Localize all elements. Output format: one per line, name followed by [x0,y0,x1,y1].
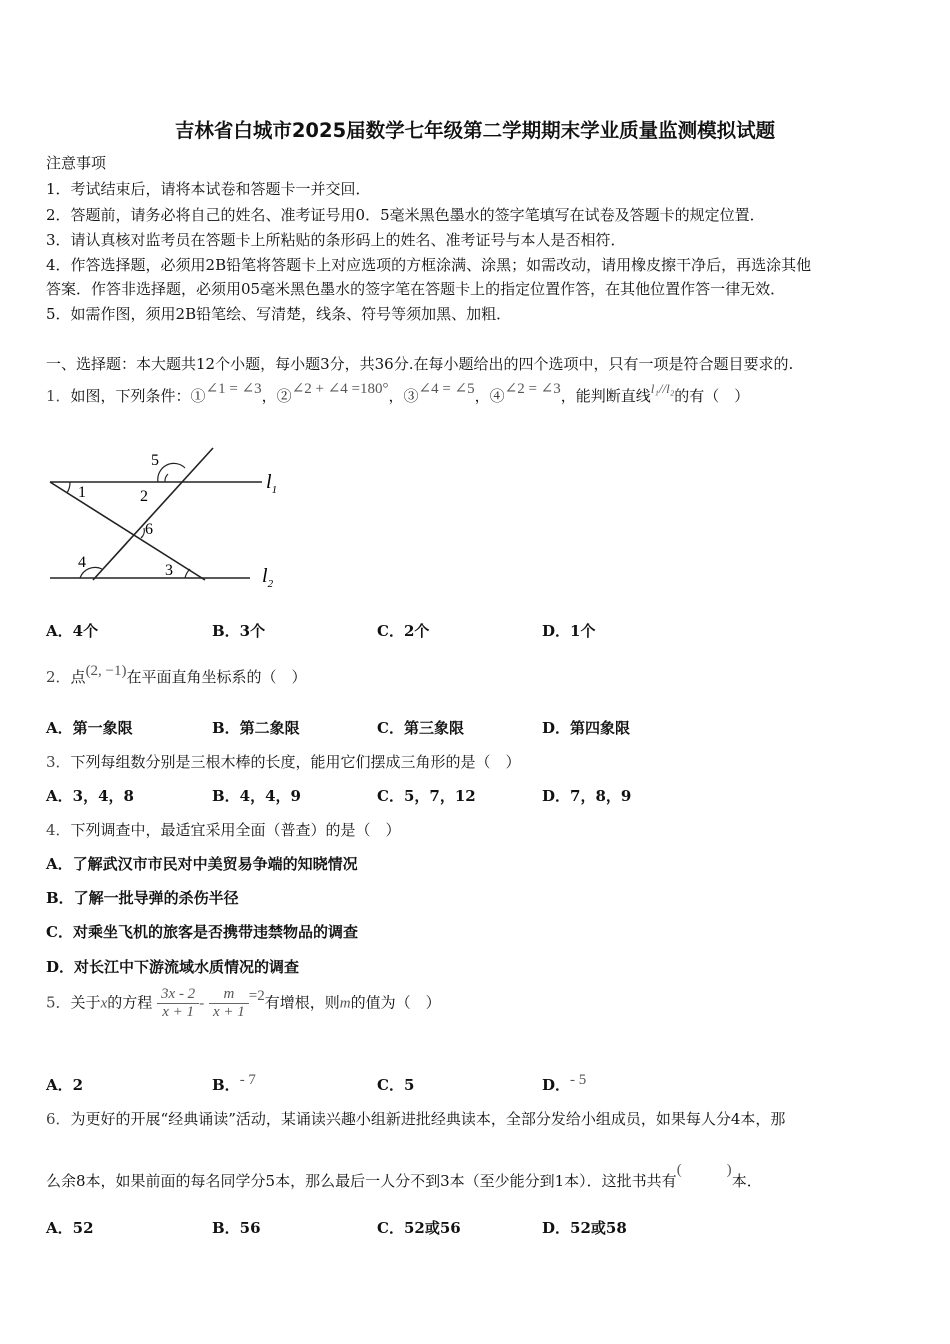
q5-equals: =2 [248,987,265,1004]
option-d[interactable]: D．1个 [542,622,596,640]
q6-text: 本． [731,1172,762,1190]
q6-text: 么余8本，如果前面的每名同学分5本，那么最后一人分不到3本（至少能分到1本）．这批书共有 [46,1172,677,1190]
angle-arc [141,528,144,538]
option-c[interactable]: C．5，7，12 [377,787,476,805]
q6-text: 为更好的开展“经典诵读”活动，某诵读兴趣小组新进批经典读本，全部分发给小组成员，如果每人分4本，那 [70,1110,786,1128]
q1-text: ，④ [474,387,505,405]
q1-cond-3: ∠4 = ∠5 [418,381,475,397]
section-heading: 一、选择题：本大题共12个小题，每小题3分，共36分.在每小题给出的四个选项中，只有一项是符合题目要求的. [46,355,794,373]
question-3 [46,751,521,772]
notice-item: 5．如需作图，须用2B铅笔绘、写清楚，线条、符号等须加黑、加粗． [46,305,512,323]
option-c[interactable]: C．对乘坐飞机的旅客是否携带违禁物品的调查 [46,923,358,941]
q1-text: ，能判断直线 [560,387,651,405]
q5-text: 的值为（ ） [350,993,441,1012]
q2-point: (2, −1) [85,663,127,679]
option-a[interactable]: A．3，4，8 [46,787,134,805]
option-c[interactable]: C．5 [377,1076,415,1094]
question-6 [46,1108,785,1129]
q1-text: ，② [261,387,292,405]
option-c[interactable]: C．52或56 [377,1219,461,1237]
q5-text: 有增根，则 [264,993,340,1012]
q1-text: 如图，下列条件：① [70,387,206,405]
notice-item: 1．考试结束后，请将本试卷和答题卡一并交回． [46,180,371,198]
option-a[interactable]: A．2 [46,1076,84,1094]
figure-label: 1 [78,484,86,501]
figure-label-l2: $l_2$ [262,565,274,590]
option-b[interactable]: B．第二象限 [212,719,300,737]
notice-item: 2．答题前，请务必将自己的姓名、准考证号用0．5毫米黑色墨水的签字笔填写在试卷及答题卡的规定位置． [46,206,765,224]
q5-minus: - [199,995,205,1012]
q2-text: 点 [70,668,86,686]
option-d[interactable]: D．7，8，9 [542,787,632,805]
option-b[interactable]: B．4，4，9 [212,787,301,805]
question-6-cont [46,1162,762,1191]
notice-heading: 注意事项 [46,154,107,172]
figure-label: 4 [78,554,86,571]
option-c[interactable]: C．2个 [377,622,430,640]
option-d[interactable]: D．对长江中下游流域水质情况的调查 [46,958,300,976]
q1-cond-4: ∠2 = ∠3 [504,381,561,397]
figure-label: 5 [151,452,159,469]
option-d[interactable]: D．第四象限 [542,719,631,737]
option-b[interactable]: B．3个 [212,622,266,640]
option-a[interactable]: A．了解武汉市市民对中美贸易争端的知晓情况 [46,855,358,873]
angle-arc [158,463,185,482]
notice-item: 答案．作答非选择题，必须用05毫米黑色墨水的签字笔在答题卡上的指定位置作答，在其他位置作答一律无效． [46,280,786,298]
q5-text: 关于 [70,993,101,1012]
question-number: 4． [46,821,71,839]
option-c[interactable]: C．第三象限 [377,719,464,737]
question-number: 3． [46,753,71,771]
q5-var-x: x [100,995,108,1012]
option-b[interactable]: B．- 7 [212,1072,256,1094]
q1-lines-notation: l₁//l₂ [650,381,675,396]
question-4 [46,819,401,840]
figure-label: 3 [165,562,173,579]
question-5 [46,986,441,1021]
figure-label: 2 [140,488,148,505]
question-number: 2． [46,668,71,686]
question-2 [46,663,307,687]
q5-text: 的方程 [107,993,153,1012]
notice-item: 3．请认真核对监考员在答题卡上所粘贴的条形码上的姓名、准考证号与本人是否相符． [46,231,626,249]
q4-text: 下列调查中，最适宜采用全面（普查）的是（ ） [70,821,401,839]
option-a[interactable]: A．第一象限 [46,719,133,737]
option-a[interactable]: A．4个 [46,622,99,640]
figure-label-l1: $l_1$ [266,471,278,496]
notice-item: 4．作答选择题，必须用2B铅笔将答题卡上对应选项的方框涂满、涂黑；如需改动，请用橡皮擦干净后，再选涂其他 [46,256,812,274]
question-number: 1． [46,387,71,405]
option-b[interactable]: B．56 [212,1219,261,1237]
angle-arc [165,474,168,482]
q6-blank: ( ) [676,1162,732,1178]
question-1 [46,381,750,406]
transversal-1 [50,482,205,580]
q5-fraction-2: $\frac{m}{x + 1}$ [209,986,249,1021]
option-b[interactable]: B．了解一批导弹的杀伤半径 [46,889,239,907]
q5-fraction-1: $\frac{3x - 2}{x + 1}$ [157,986,199,1021]
angle-arc [185,569,190,578]
q1-text: 的有（ ） [674,387,750,405]
question-number: 5． [46,993,71,1012]
option-d[interactable]: D．52或58 [542,1219,627,1237]
question-number: 6． [46,1110,71,1128]
angle-arc [67,482,70,493]
q2-text: 在平面直角坐标系的（ ） [126,668,307,686]
option-d[interactable]: D．- 5 [542,1072,587,1094]
q5-var-m: m [339,995,351,1012]
page-title: 吉林省白城市2025届数学七年级第二学期期末学业质量监测模拟试题 [174,119,776,142]
q1-cond-2: ∠2 + ∠4 =180° [291,381,389,397]
q3-text: 下列每组数分别是三根木棒的长度，能用它们摆成三角形的是（ ） [70,753,521,771]
q1-cond-1: ∠1 = ∠3 [205,381,262,397]
q1-figure [40,440,300,600]
option-a[interactable]: A．52 [46,1219,94,1237]
q1-text: ，③ [388,387,419,405]
figure-label: 6 [145,521,153,538]
